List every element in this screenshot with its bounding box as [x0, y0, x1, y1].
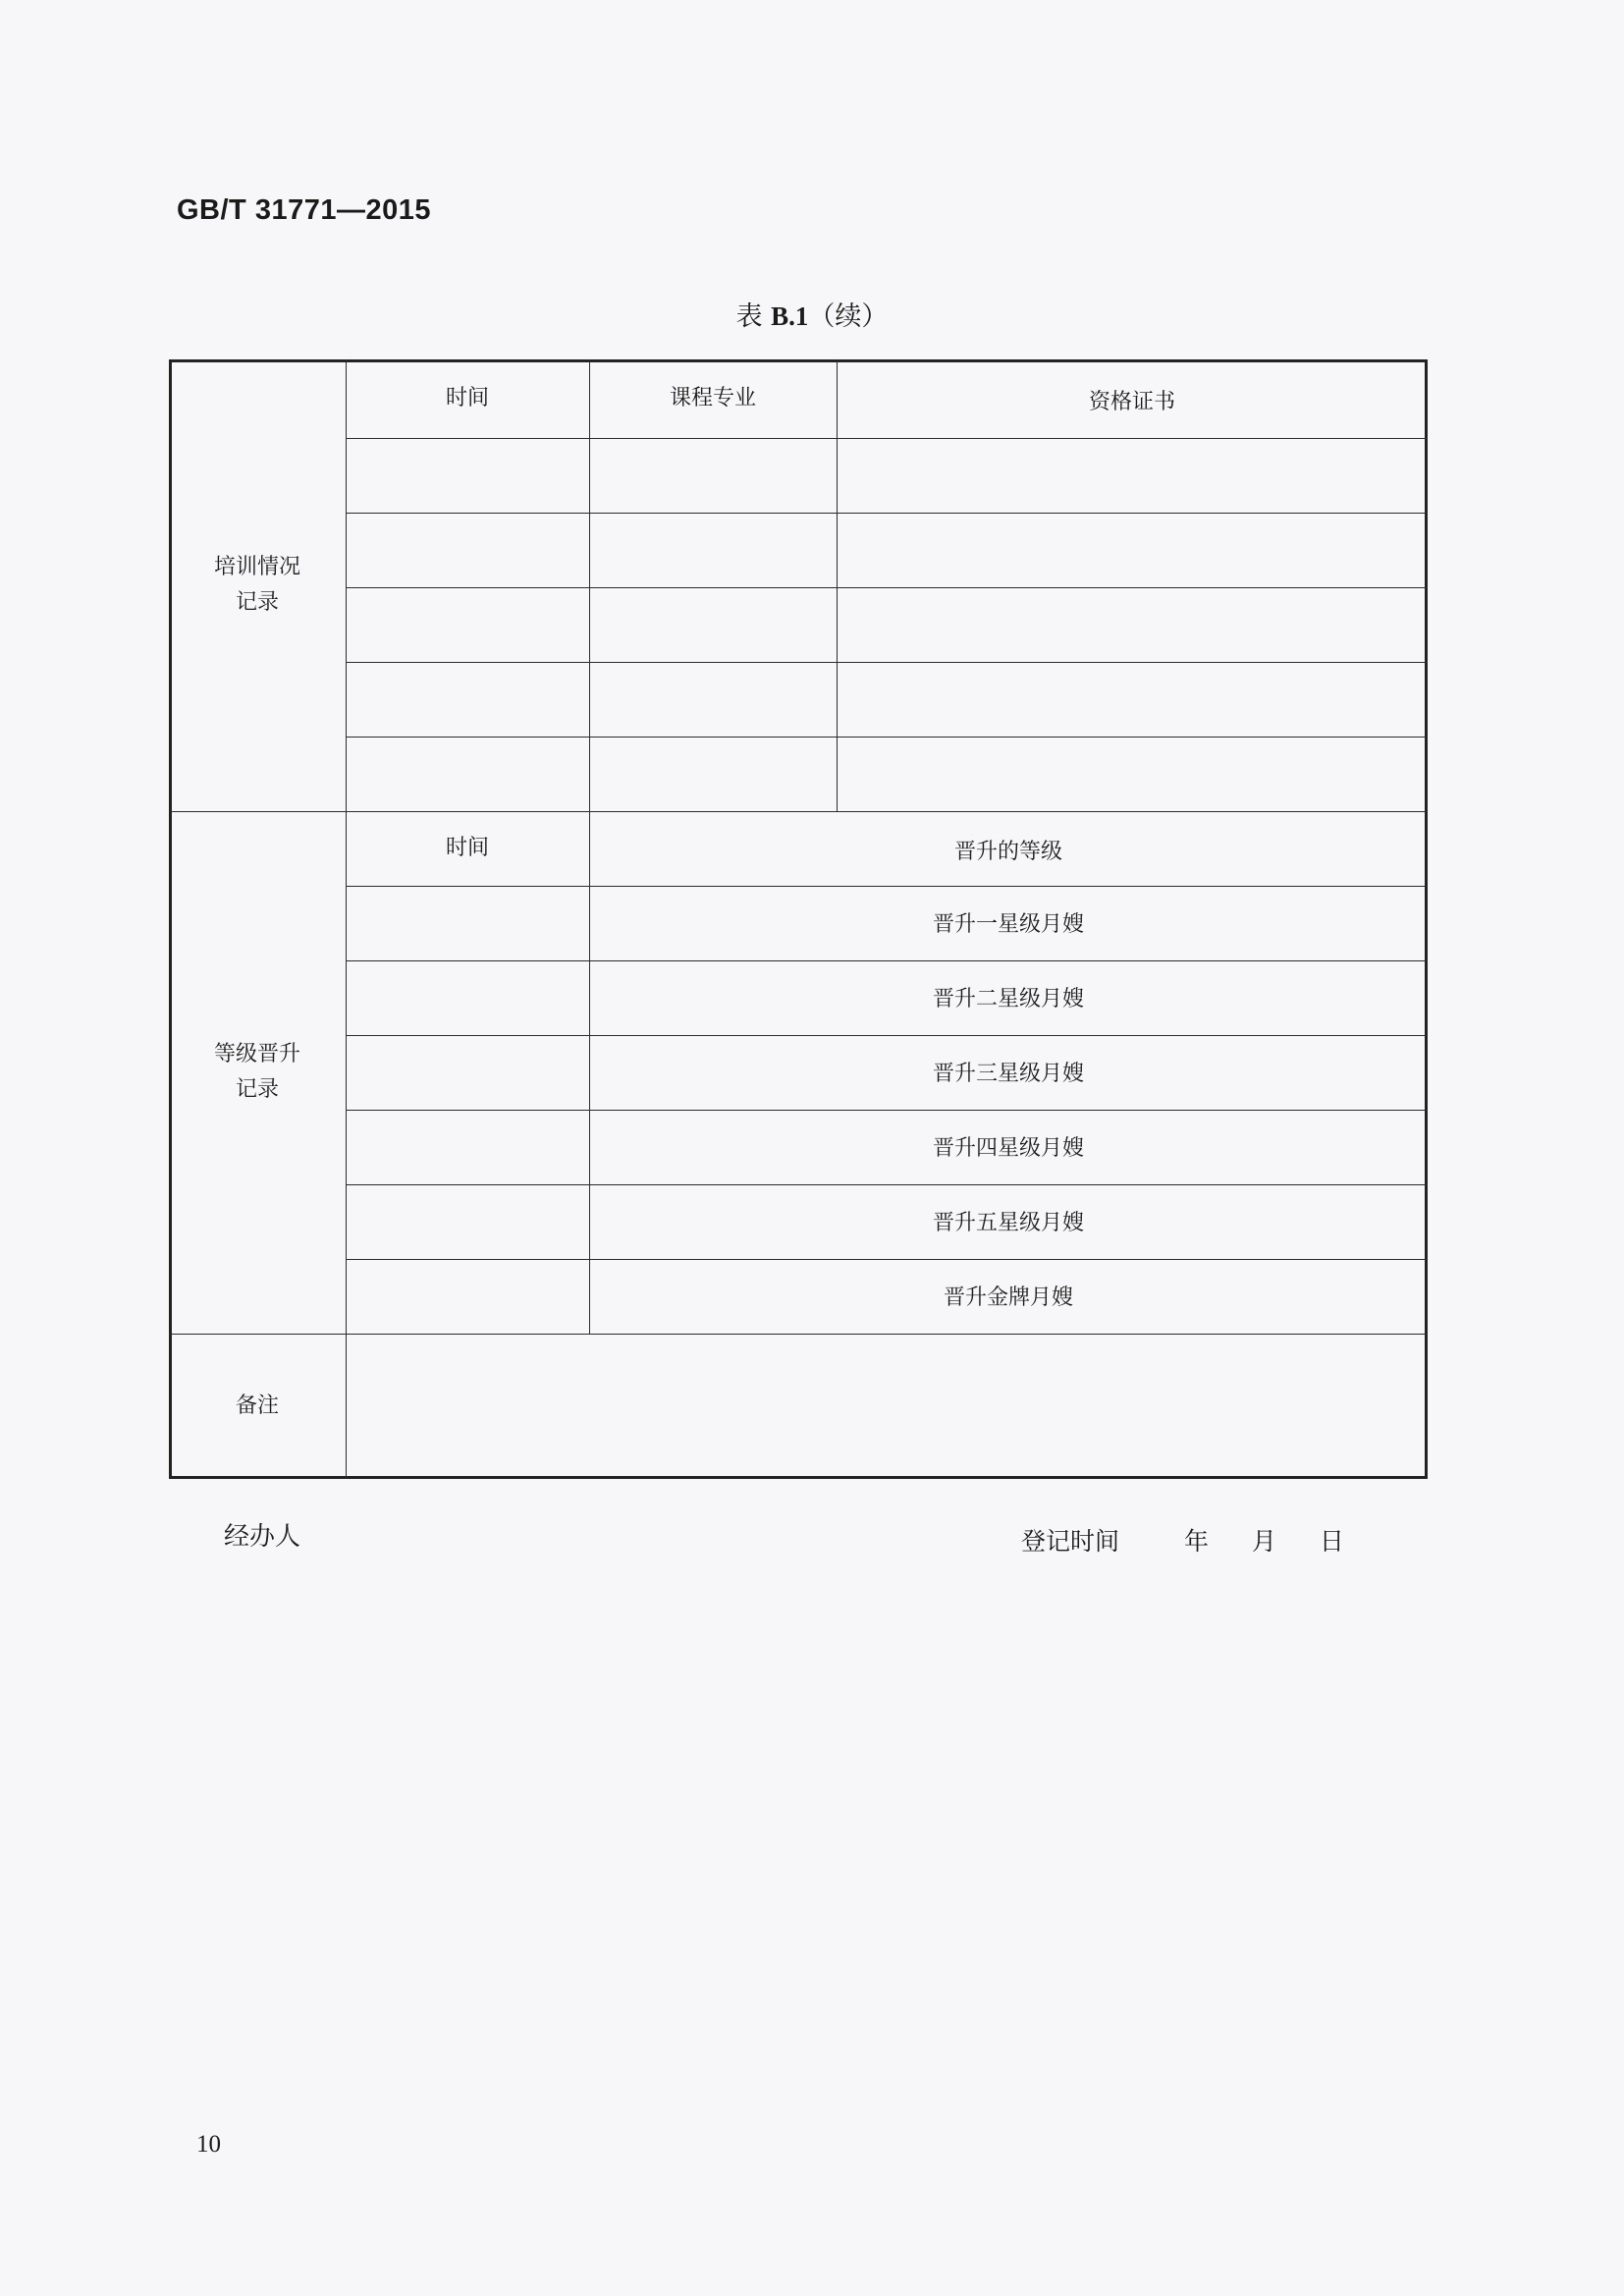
promotion-level-3: 晋升三星级月嫂	[932, 1062, 1084, 1086]
promotion-label-line2: 记录	[235, 1077, 279, 1102]
year-label: 年	[1183, 1527, 1209, 1556]
promotion-col-time: 时间	[445, 836, 489, 860]
promotion-level-1: 晋升一星级月嫂	[932, 912, 1084, 937]
caption-suffix: （续）	[808, 301, 889, 332]
training-label-line2: 记录	[235, 590, 279, 615]
month-label: 月	[1251, 1527, 1276, 1556]
training-record-label	[169, 359, 346, 811]
register-time	[1021, 1522, 1344, 1558]
promotion-label-line1: 等级晋升	[213, 1042, 300, 1066]
promotion-level-5: 晋升五星级月嫂	[932, 1211, 1084, 1235]
day-label: 日	[1319, 1527, 1344, 1556]
promotion-level-2: 晋升二星级月嫂	[932, 987, 1084, 1011]
remarks-label: 备注	[235, 1394, 279, 1418]
training-col-time: 时间	[445, 386, 489, 410]
table-rule	[346, 513, 1428, 514]
register-time-label: 登记时间	[1021, 1527, 1120, 1556]
promotion-col-level: 晋升的等级	[953, 840, 1062, 864]
caption-prefix: 表	[735, 301, 772, 332]
training-label-line1: 培训情况	[213, 555, 300, 579]
standard-code: GB/T 31771—2015	[177, 194, 431, 226]
table-rule	[346, 662, 1428, 663]
promotion-level-gold: 晋升金牌月嫂	[943, 1285, 1073, 1310]
handler-label: 经办人	[224, 1522, 301, 1552]
training-col-course: 课程专业	[669, 386, 756, 410]
table-rule	[346, 737, 1428, 738]
page-number: 10	[196, 2131, 221, 2158]
promotion-level-4: 晋升四星级月嫂	[932, 1136, 1084, 1161]
caption-id: B.1	[771, 301, 809, 331]
promotion-record-label	[169, 811, 346, 1334]
training-col-certificate: 资格证书	[1088, 390, 1175, 414]
table-rule	[346, 587, 1428, 588]
table-rule	[346, 359, 347, 1479]
table-caption	[0, 295, 1624, 333]
